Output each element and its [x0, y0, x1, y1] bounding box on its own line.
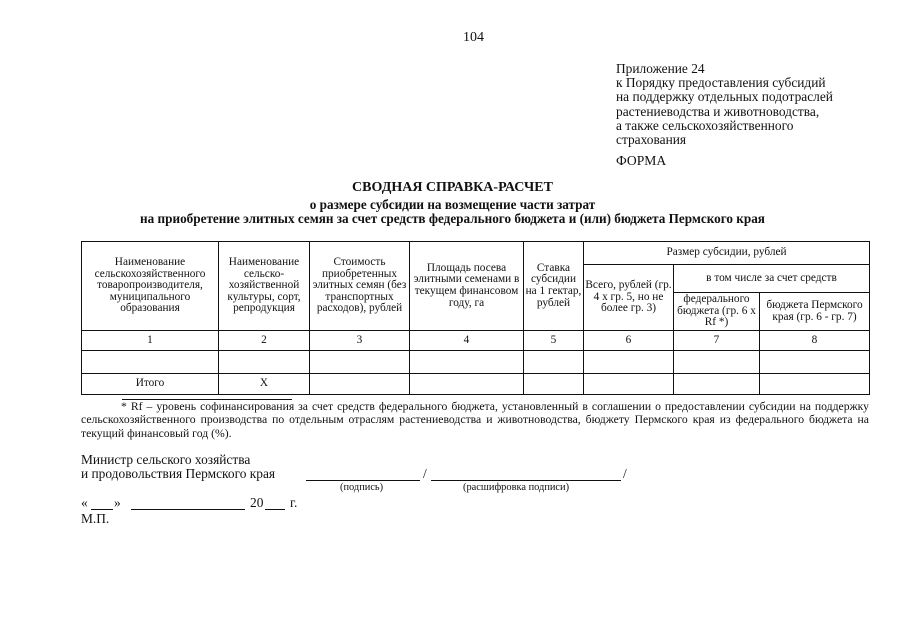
slash-separator: /: [623, 466, 627, 481]
table-cell: [760, 374, 870, 395]
minister-title-line-2: и продовольствия Пермского края: [81, 466, 276, 481]
document-subtitle: [0, 198, 905, 226]
footnote: * Rf – уровень софинансирования за счет средств федерального бюджета, установленный в соглашении о предоставлении субсидии на поддержку сельскохозяйственного производства по отдельным отраслям растениеводства и животноводства, бюджету Пермского края из федерального бюджета на текущий финансовый год (%).: [81, 400, 869, 440]
table-cell: [410, 351, 524, 374]
total-mark: Х: [219, 374, 310, 395]
header-col-8: бюджета Пермского края (гр. 6 - гр. 7): [760, 293, 870, 331]
header-col-1: Наименование сельскохозяйственного товаропроизводителя, муниципального образования: [82, 242, 219, 331]
table-cell: [674, 351, 760, 374]
slash-separator: /: [423, 466, 427, 481]
total-row: [82, 374, 870, 395]
column-number-row: [82, 331, 870, 351]
document-title: СВОДНАЯ СПРАВКА-РАСЧЕТ: [352, 180, 553, 195]
decoding-caption: (расшифровка подписи): [463, 482, 570, 493]
form-label: ФОРМА: [616, 153, 667, 168]
signature-caption: (подпись): [340, 482, 384, 493]
table-cell: [219, 351, 310, 374]
signature-decoding-line[interactable]: [431, 467, 621, 481]
quote-open: «: [81, 495, 88, 510]
calculation-table: [81, 241, 870, 395]
column-number: 8: [760, 331, 870, 351]
table-cell: [310, 351, 410, 374]
day-line[interactable]: [91, 496, 113, 510]
appendix-line: к Порядку предоставления субсидий: [616, 75, 826, 91]
table-cell: [310, 374, 410, 395]
column-number: 3: [310, 331, 410, 351]
table-cell: [584, 351, 674, 374]
quote-close: »: [114, 495, 121, 510]
appendix-line: Приложение 24: [616, 61, 705, 76]
header-col-2: Наименование сельско-хозяйственной культуры, сорт, репродукция: [219, 242, 310, 331]
signature-line[interactable]: [306, 467, 420, 481]
year-prefix: 20: [250, 495, 264, 510]
table-row: [82, 351, 870, 374]
subtitle-line-1: о размере субсидии на возмещение части затрат: [309, 197, 596, 212]
appendix-line: на поддержку отдельных подотраслей: [616, 89, 833, 105]
table-cell: [524, 351, 584, 374]
header-subsidy-group: Размер субсидии, рублей: [584, 242, 870, 265]
table-cell: [82, 351, 219, 374]
table-cell: [410, 374, 524, 395]
header-col-4: Площадь посева элитными семенами в текущем финансовом году, га: [410, 242, 524, 331]
appendix-line: растениеводства и животноводства,: [616, 103, 820, 119]
header-subgroup: в том числе за счет средств: [674, 265, 870, 293]
minister-title-line-1: Министр сельского хозяйства: [81, 452, 251, 467]
header-col-5: Ставка субсидии на 1 гектар, рублей: [524, 242, 584, 331]
table-cell: [674, 374, 760, 395]
column-number: 2: [219, 331, 310, 351]
total-label: Итого: [82, 374, 219, 395]
header-col-7: федерального бюджета (гр. 6 х Rf *): [674, 293, 760, 331]
year-line[interactable]: [265, 496, 285, 510]
column-number: 6: [584, 331, 674, 351]
header-col-3: Стоимость приобретенных элитных семян (без транспортных расходов), рублей: [310, 242, 410, 331]
seal-label: М.П.: [81, 511, 110, 526]
year-suffix: г.: [290, 495, 298, 510]
column-number: 1: [82, 331, 219, 351]
column-number: 4: [410, 331, 524, 351]
header-col-6: Всего, рублей (гр. 4 х гр. 5, но не более гр. 3): [584, 265, 674, 331]
subtitle-line-2: на приобретение элитных семян за счет средств федерального бюджета и (или) бюджета Пермского края: [140, 211, 765, 226]
page-number: 104: [463, 30, 484, 45]
month-line[interactable]: [131, 496, 245, 510]
table-cell: [524, 374, 584, 395]
table-cell: [584, 374, 674, 395]
appendix-line: а также сельскохозяйственного: [616, 117, 794, 133]
table-cell: [760, 351, 870, 374]
column-number: 5: [524, 331, 584, 351]
column-number: 7: [674, 331, 760, 351]
appendix-line: страхования: [616, 132, 687, 148]
appendix-block: [616, 62, 833, 147]
